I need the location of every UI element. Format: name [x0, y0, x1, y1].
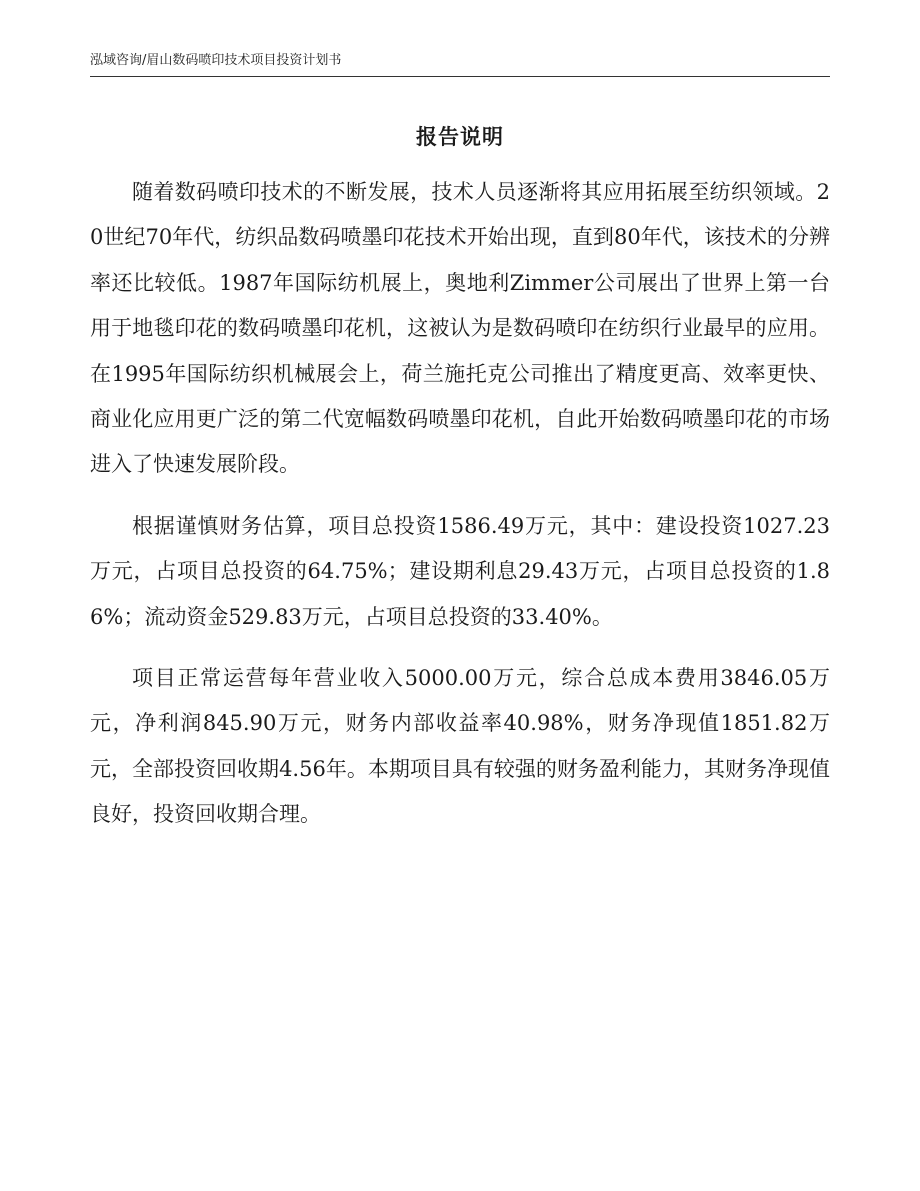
paragraph-financials: 项目正常运营每年营业收入5000.00万元，综合总成本费用3846.05万元，净利润845.90万元，财务内部收益率40.98%，财务净现值1851.82万元，全部投资回收期4.56年。本期项目具有较强的财务盈利能力，其财务净现值良好，投资回收期合理。: [90, 666, 830, 827]
paragraph-background: 随着数码喷印技术的不断发展，技术人员逐渐将其应用拓展至纺织领域。20世纪70年代，纺织品数码喷墨印花技术开始出现，直到80年代，该技术的分辨率还比较低。1987年国际纺机展上，奥地利Zimmer公司展出了世界上第一台用于地毯印花的数码喷墨印花机，这被认为是数码喷印在纺织行业最早的应用。在1995年国际纺织机械展会上，荷兰施托克公司推出了精度更高、效率更快、商业化应用更广泛的第二代宽幅数码喷墨印花机，自此开始数码喷墨印花的市场进入了快速发展阶段。: [90, 180, 830, 477]
paragraph-investment: 根据谨慎财务估算，项目总投资1586.49万元，其中：建设投资1027.23万元，占项目总投资的64.75%；建设期利息29.43万元，占项目总投资的1.86%；流动资金529.83万元，占项目总投资的33.40%。: [90, 513, 830, 629]
body-text: [90, 170, 830, 838]
page-title: 报告说明: [416, 124, 504, 149]
running-header: 泓域咨询/眉山数码喷印技术项目投资计划书: [90, 52, 830, 77]
